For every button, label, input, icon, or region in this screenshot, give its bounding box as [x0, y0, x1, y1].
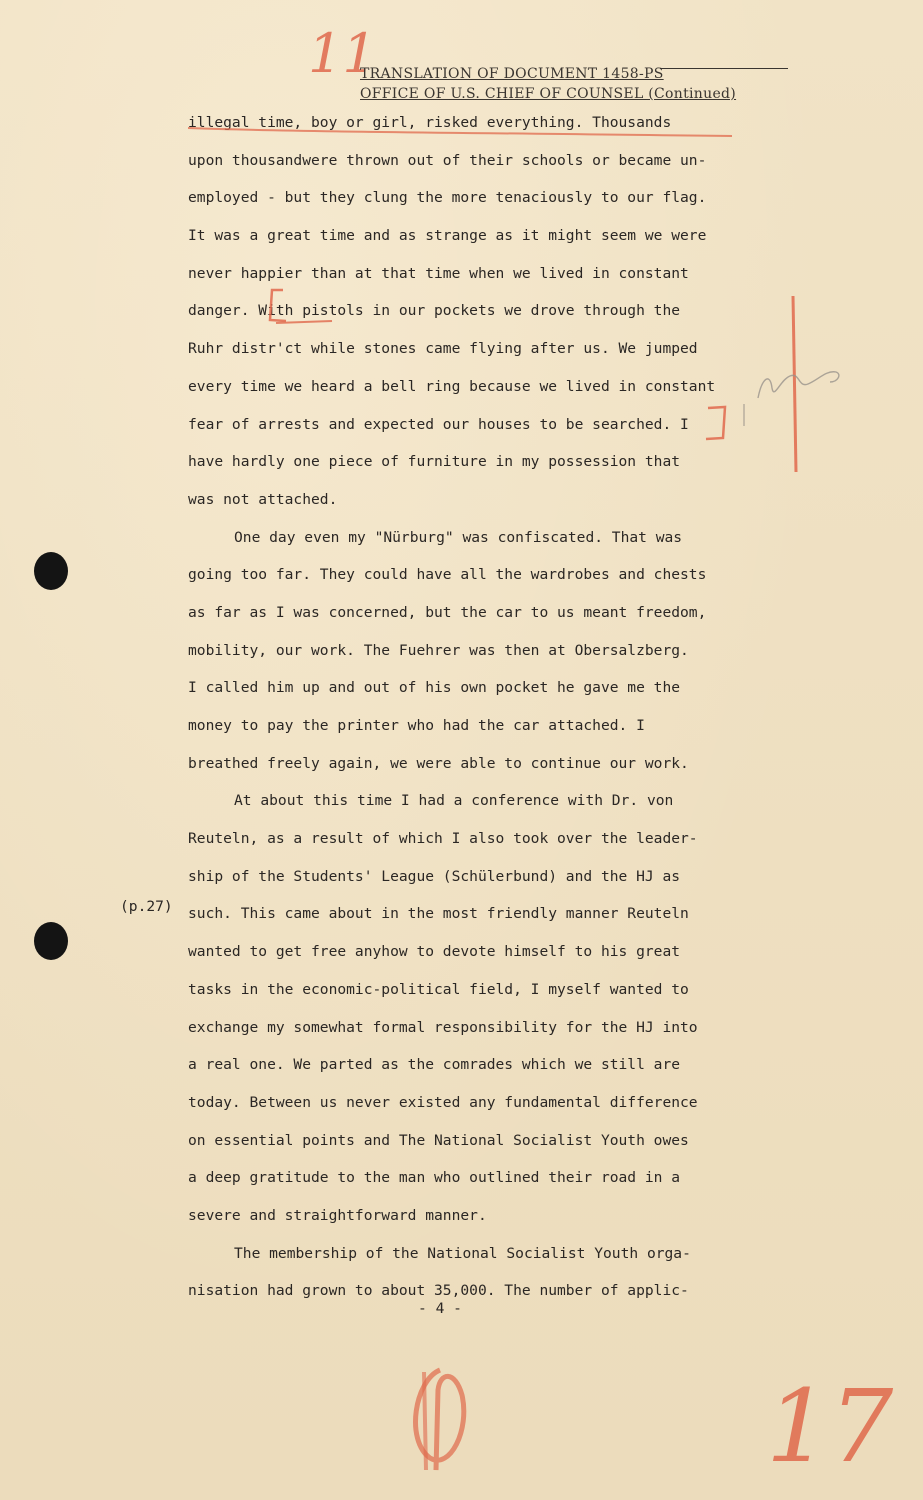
body-line: illegal time, boy or girl, risked everything. Thousands: [188, 114, 672, 131]
body-line: every time we heard a bell ring because we lived in constant: [188, 377, 716, 395]
body-line: It was a great time and as strange as it might seem we were: [188, 227, 707, 245]
body-line: a real one. We parted as the comrades which we still are: [188, 1056, 681, 1074]
body-line: money to pay the printer who had the car attached. I: [188, 717, 645, 734]
red-stamp-mark: [424, 1372, 426, 1470]
body-line: tasks in the economic-political field, I myself wanted to: [188, 980, 689, 998]
margin-page-reference: (p.27): [120, 898, 173, 915]
body-line: mobility, our work. The Fuehrer was then at Obersalzberg.: [188, 641, 689, 659]
body-text: [188, 104, 788, 1310]
body-line: never happier than at that time when we lived in constant: [188, 264, 689, 282]
body-line: nisation had grown to about 35,000. The number of applic-: [188, 1282, 689, 1300]
body-line: Reuteln, as a result of which I also took over the leader-: [188, 830, 698, 848]
punch-hole-top: [34, 552, 68, 590]
body-line: was not attached.: [188, 490, 338, 508]
handwritten-top-mark: 11: [308, 22, 377, 85]
body-line: breathed freely again, we were able to continue our work.: [188, 754, 689, 772]
body-line: employed - but they clung the more tenaciously to our flag.: [188, 189, 707, 207]
paragraph-start-line: At about this time I had a conference with Dr. von: [234, 792, 674, 810]
body-line: upon thousandwere thrown out of their schools or became un-: [188, 151, 707, 169]
body-line: today. Between us never existed any fundamental difference: [188, 1093, 698, 1111]
body-line: wanted to get free anyhow to devote himself to his great: [188, 943, 681, 961]
red-stamp-mark: [416, 1370, 464, 1470]
body-line: severe and straightforward manner.: [188, 1206, 487, 1224]
body-line: going too far. They could have all the wardrobes and chests: [188, 566, 707, 584]
paragraph-start-line: The membership of the National Socialist Youth orga-: [234, 1244, 691, 1262]
body-line: on essential points and The National Socialist Youth owes: [188, 1131, 689, 1149]
handwritten-page-stamp: 17: [766, 1368, 894, 1485]
body-line: ship of the Students' League (Schülerbund) and the HJ as: [188, 867, 681, 885]
body-line: a deep gratitude to the man who outlined their road in a: [188, 1169, 681, 1187]
header-subtitle: OFFICE OF U.S. CHIEF OF COUNSEL (Continued): [360, 86, 737, 102]
body-line: as far as I was concerned, but the car to us meant freedom,: [188, 603, 707, 621]
body-line: exchange my somewhat formal responsibility for the HJ into: [188, 1018, 698, 1036]
body-line: Ruhr distr'ct while stones came flying after us. We jumped: [188, 340, 698, 358]
paragraph-start-line: One day even my "Nürburg" was confiscated. That was: [234, 528, 683, 546]
body-line: danger. With pistols in our pockets we drove through the: [188, 302, 681, 320]
red-margin-bar: [793, 296, 796, 472]
punch-hole-bottom: [34, 922, 68, 960]
body-line: have hardly one piece of furniture in my possession that: [188, 453, 681, 471]
body-line: fear of arrests and expected our houses to be searched. I: [188, 415, 689, 433]
header-title: TRANSLATION OF DOCUMENT 1458-PS: [360, 66, 664, 82]
header-rule: [660, 68, 788, 69]
body-line: I called him up and out of his own pocket he gave me the: [188, 679, 681, 697]
body-line: such. This came about in the most friendly manner Reuteln: [188, 905, 689, 923]
page-number: - 4 -: [418, 1300, 462, 1317]
